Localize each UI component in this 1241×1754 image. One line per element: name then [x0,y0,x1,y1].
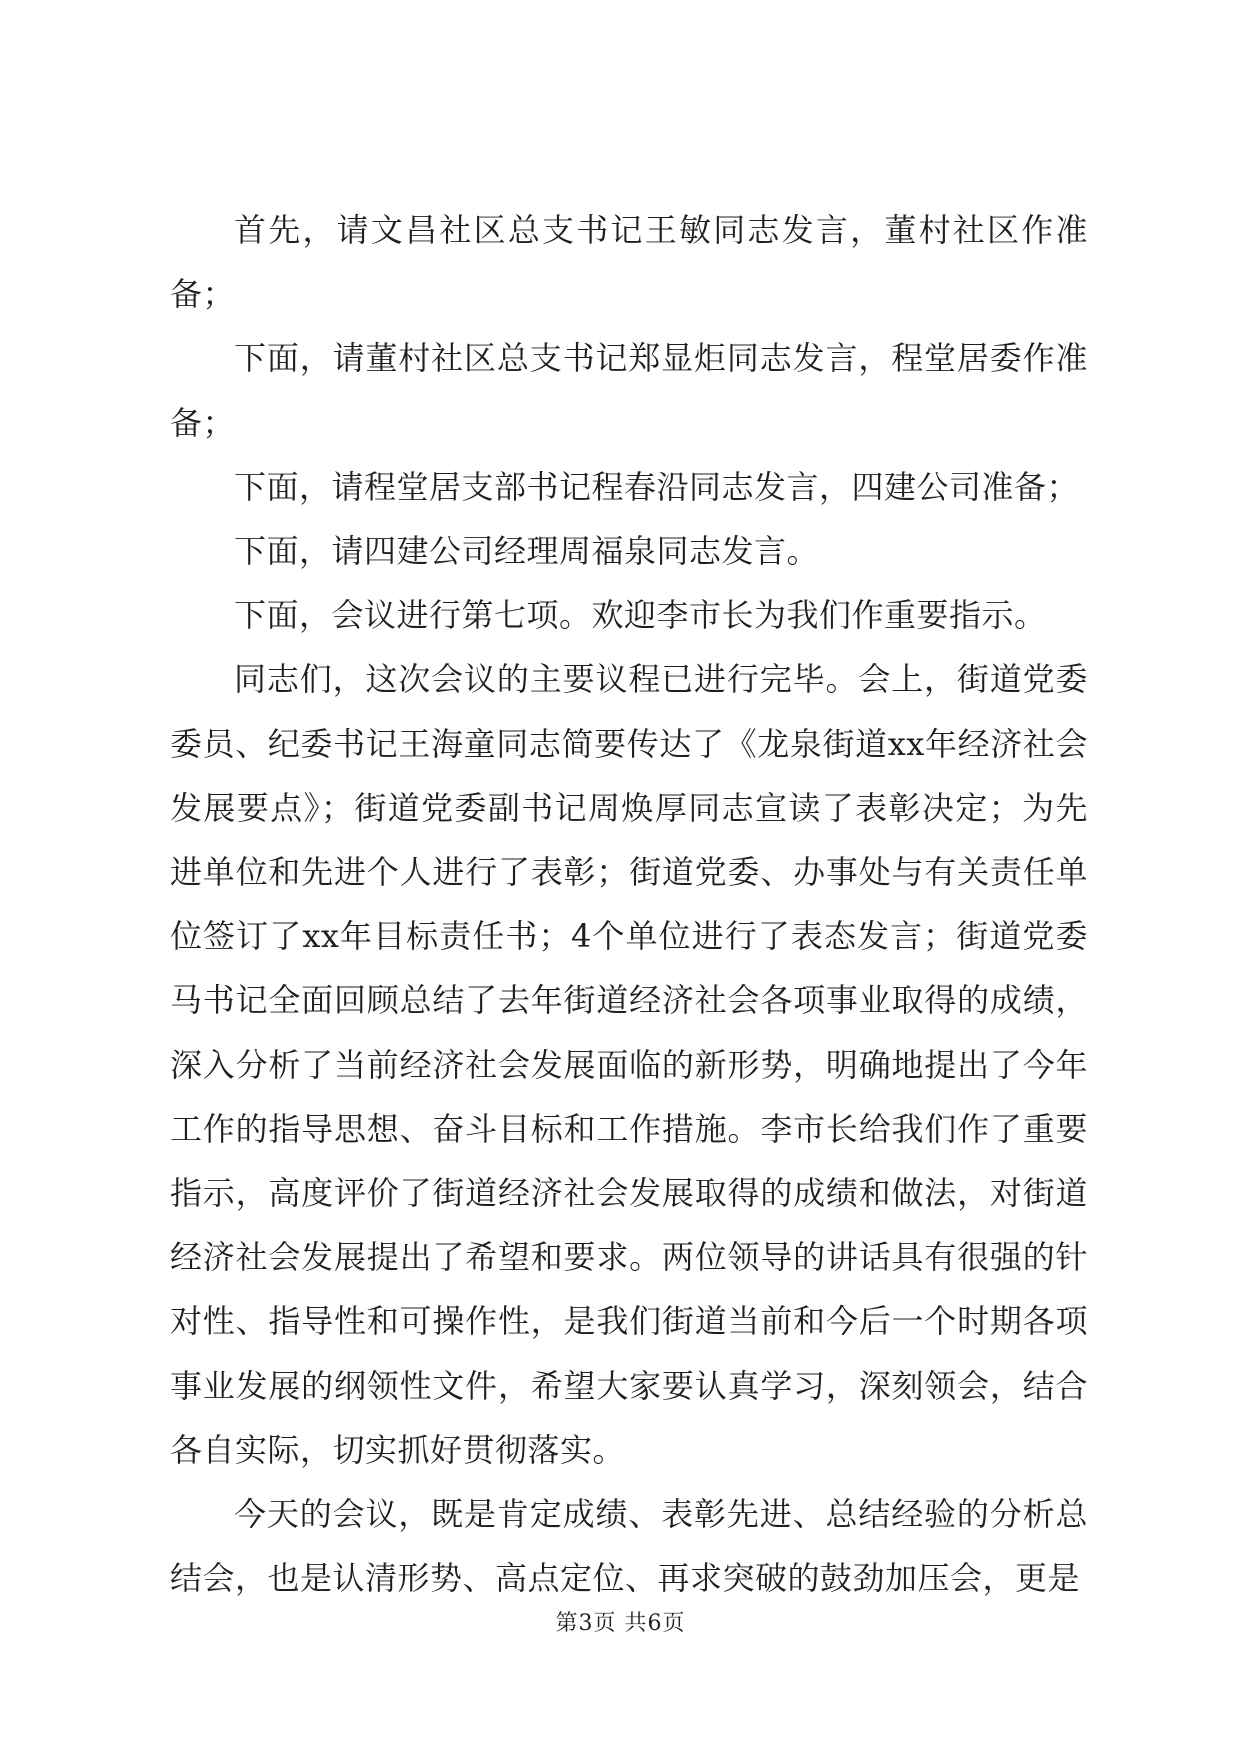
page-number-label: 第3页 共6页 [555,1611,686,1636]
paragraph: 下面，请程堂居支部书记程春沿同志发言，四建公司准备； [234,467,1080,506]
paragraph: 首先，请文昌社区总支书记王敏同志发言，董村社区作准备； [170,211,1088,314]
paragraph: 下面，会议进行第七项。欢迎李市长为我们作重要指示。 [234,596,1047,635]
paragraph: 今天的会议，既是肯定成绩、表彰先进、总结经验的分析总结会，也是认清形势、高点定位、再求突破的鼓劲加压会，更是 [170,1495,1088,1598]
paragraph: 下面，请四建公司经理周福泉同志发言。 [234,532,820,571]
document-body [170,198,1088,1610]
paragraph: 下面，请董村社区总支书记郑显炬同志发言，程堂居委作准备； [170,339,1088,442]
page-footer [0,1606,1241,1637]
paragraph: 同志们，这次会议的主要议程已进行完毕。会上，街道党委委员、纪委书记王海童同志简要传达了《龙泉街道xx年经济社会发展要点》；街道党委副书记周焕厚同志宣读了表彰决定；为先进单位和先进个人进行了表彰；街道党委、办事处与有关责任单位签订了xx年目标责任书；4个单位进行了表态发言；街道党委马书记全面回顾总结了去年街道经济社会各项事业取得的成绩，深入分析了当前经济社会发展面临的新形势，明确地提出了今年工作的指导思想、奋斗目标和工作措施。李市长给我们作了重要指示，高度评价了街道经济社会发展取得的成绩和做法，对街道经济社会发展提出了希望和要求。两位领导的讲话具有很强的针对性、指导性和可操作性，是我们街道当前和今后一个时期各项事业发展的纲领性文件，希望大家要认真学习，深刻领会，结合各自实际，切实抓好贯彻落实。 [170,660,1088,1469]
